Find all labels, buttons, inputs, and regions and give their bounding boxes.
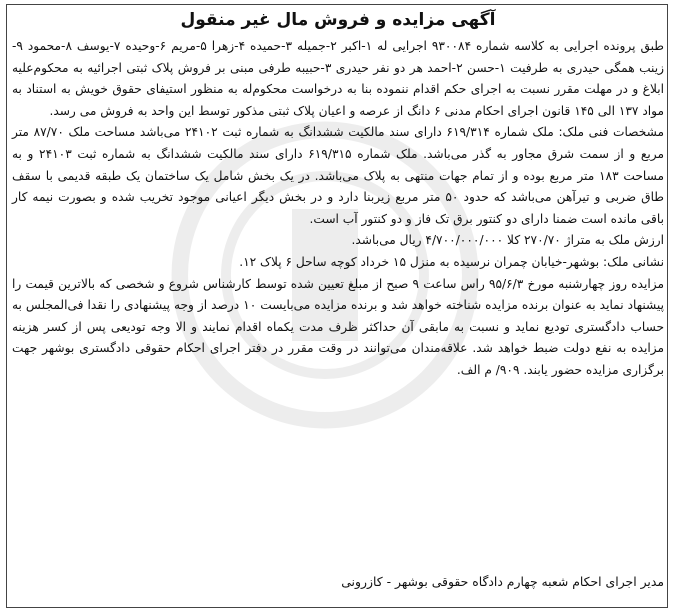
paragraph-intro: طبق پرونده اجرایی به کلاسه شماره ۹۳۰۰۸۴ اجرایی له ۱-اکبر ۲-جمیله ۳-حمیده ۴-زهرا ۵-مریم ۶-وحیده ۷-یوسف ۸-محمود ۹-زینب همگی حیدری به طرفیت ۱-حسن ۲-احمد هر دو نفر حیدری ۳-حبیبه طرفی مبنی بر فروش پلاک ثبتی اجرائیه به محکوم‌علیه ابلاغ و در مهلت مقرر نسبت به اجرای حکم اقدام ننموده بنا به درخواست محکوم‌له به منظور استیفای حقوق خویش به استناد به مواد ۱۳۷ الی ۱۴۵ قانون اجرای احکام مدنی ۶ دانگ از عرصه و اعیان پلاک ثبتی مذکور توسط این واحد به فروش می رسد. (12, 39, 664, 118)
notice-body (12, 36, 664, 382)
notice-title: آگهی مزایده و فروش مال غیر منقول (180, 10, 496, 30)
paragraph-specs: مشخصات فنی ملک: ملک شماره ۶۱۹/۳۱۴ دارای سند مالکیت ششدانگ به شماره ثبت ۲۴۱۰۲ می‌باشد مساحت ملک ۸۷/۷۰ متر مربع و از سمت شرق مجاور به گذر می‌باشد. ملک شماره ۶۱۹/۳۱۵ دارای سند مالکیت ششدانگ به شماره ثبت ۲۴۱۰۳ و به مساحت ۱۸۳ متر مربع بوده و از تمام جهات منتهی به پلاک می‌باشد. در یک بخش شامل یک ساختمان یک طبقه قدیمی با سقف طاق ضربی و تیرآهن می‌باشد که حدود ۵۰ متر مربع زیربنا دارد و در بخش دیگر اعیانی موجود تخریب شده و بصورت نیمه کار باقی مانده است ضمنا دارای دو کنتور برق تک فاز و دو کنتور آب است. (12, 125, 665, 226)
paragraph-address: نشانی ملک: بوشهر-خیابان چمران نرسیده به منزل ۱۵ خرداد کوچه ساحل ۶ پلاک ۱۲. (239, 254, 664, 269)
notice-signature: مدیر اجرای احکام شعبه چهارم دادگاه حقوقی بوشهر - کازرونی (341, 574, 664, 589)
paragraph-value: ارزش ملک به متراژ ۲۷۰/۷۰ کلا ۴/۷۰۰/۰۰۰/۰۰۰ ریال می‌باشد. (351, 233, 664, 248)
paragraph-auction-terms: مزایده روز چهارشنبه مورخ ۹۵/۶/۳ راس ساعت ۹ صبح از مبلغ تعیین شده توسط کارشناس شروع و شخصی که بالاترین قیمت را پیشنهاد نماید به عنوان برنده مزایده شناخته خواهد شد و برنده مزایده می‌بایست ۱۰ درصد از وجه پیشنهادی را نقدا فی‌المجلس به حساب دادگستری تودیع نماید و نسبت به مابقی آن حداکثر ظرف مدت یکماه اقدام نمایند و الا وجه تودیعی پس از کسر هزینه مزایده به نفع دولت ضبط خواهد شد. علاقه‌مندان می‌توانند در وقت مقرر در دفتر اجرای احکام حقوقی دادگستری بوشهر جهت برگزاری مزایده حضور یابند. ۹۰۹/ م الف. (12, 276, 664, 377)
